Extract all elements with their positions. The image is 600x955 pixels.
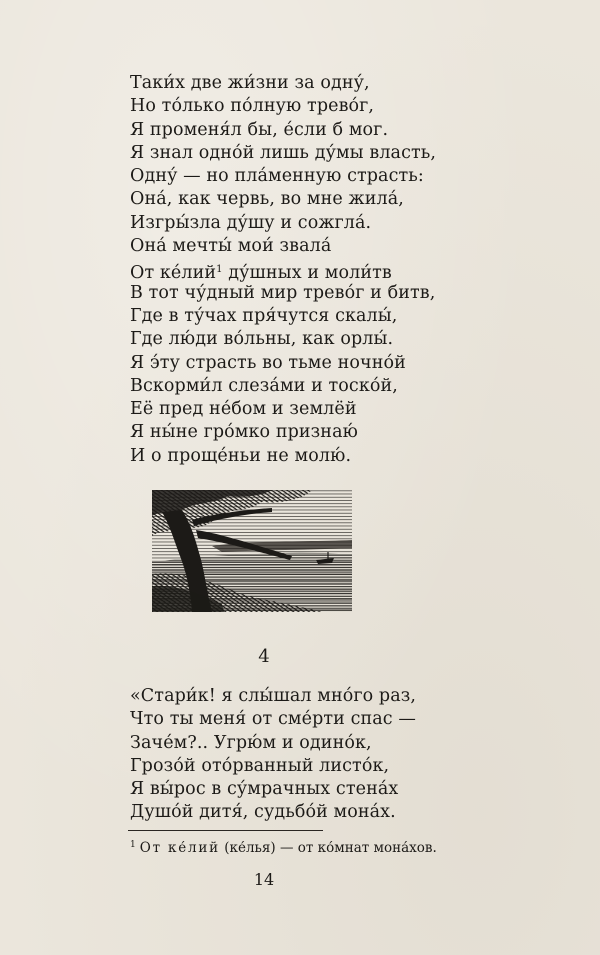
poem-line: Она́ мечты́ мои́ звала́: [130, 236, 332, 257]
poem-stanza-2: [130, 685, 416, 825]
poem-line: Я вы́рос в су́мрачных стена́х: [130, 779, 399, 800]
footnote-marker: 1: [130, 840, 136, 850]
poem-line: Но то́лько по́лную трево́г,: [130, 96, 375, 117]
footnote-text: (ке́лья) — от ко́мнат мона́хов.: [219, 840, 437, 856]
poem-line: Вскорми́л слеза́ми и тоско́й,: [130, 375, 398, 396]
footnote-divider: [128, 830, 323, 831]
page-number: 14: [253, 870, 275, 889]
poem-line: Душо́й дитя́, судьбо́й мона́х.: [130, 802, 396, 823]
poem-line: Грозо́й ото́рванный листо́к,: [130, 755, 390, 776]
footnote-marker: 1: [216, 264, 223, 276]
poem-line-with-footnote: [130, 258, 436, 284]
poem-line: Я знал одно́й лишь ду́мы власть,: [130, 142, 437, 163]
poem-line: «Стари́к! я слы́шал мно́го раз,: [130, 686, 417, 706]
section-number: 4: [258, 646, 270, 667]
poem-line: Таки́х две жи́зни за одну́,: [130, 73, 370, 93]
poem-line: Я э́ту страсть во тьме ночно́й: [130, 352, 406, 373]
poem-line: Она́, как червь, во мне жила́,: [130, 189, 404, 210]
poem-line: Её пред не́бом и землёй: [130, 399, 357, 420]
poem-line: В тот чу́дный мир трево́г и битв,: [130, 282, 436, 303]
poem-line: Я променя́л бы, е́сли б мог.: [130, 119, 389, 140]
footnote: [130, 840, 437, 856]
poem-line: И о проще́ньи не молю́.: [130, 445, 352, 466]
poem-line: Что ты меня́ от сме́рти спас —: [130, 709, 416, 730]
poem-line-head: От ке́лий: [130, 263, 217, 284]
poem-line: Где в ту́чах пря́чутся скалы́,: [130, 305, 398, 326]
footnote-term: От ке́лий: [139, 840, 220, 856]
poem-line-tail: ду́шных и моли́тв: [222, 263, 392, 284]
poem-line: Заче́м?.. Угрю́м и одино́к,: [130, 732, 372, 753]
poem-line: Изгры́зла ду́шу и сожгла́.: [130, 212, 372, 233]
engraving-tree-by-water-icon: [152, 490, 352, 612]
poem-stanza-1: [130, 72, 436, 468]
poem-line: Одну́ — но пла́менную страсть:: [130, 166, 424, 187]
poem-line: Где лю́ди во́льны, как орлы́.: [130, 329, 394, 350]
poem-line: Я ны́не гро́мко признаю́: [130, 422, 358, 443]
